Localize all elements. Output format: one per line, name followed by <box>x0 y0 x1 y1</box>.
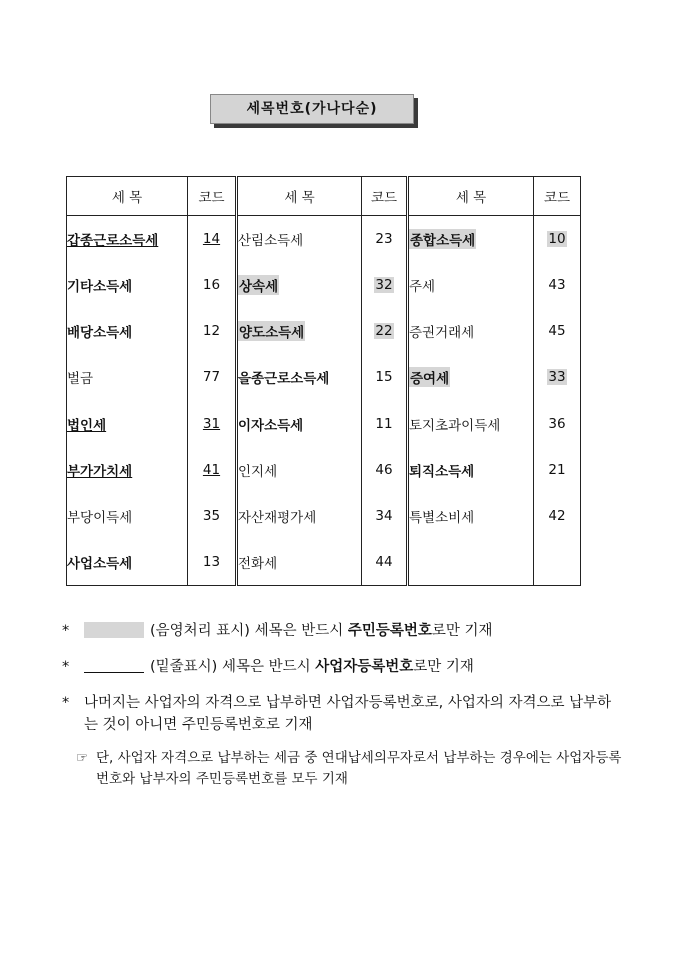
tax-code: 42 <box>548 507 566 524</box>
tax-item-name: 배당소득세 <box>67 325 133 342</box>
table-row <box>67 262 581 308</box>
notes <box>62 620 622 790</box>
tax-item-name: 사업소득세 <box>67 555 133 572</box>
tax-item-name: 법인세 <box>67 417 107 434</box>
tax-item-cell <box>408 216 534 263</box>
tax-code-cell <box>534 447 581 493</box>
tax-item-name: 벌금 <box>67 371 94 388</box>
tax-item-cell <box>67 493 188 539</box>
tax-item-name: 증권거래세 <box>409 325 475 342</box>
tax-code-cell <box>534 216 581 263</box>
tax-item-name: 자산재평가세 <box>238 509 317 526</box>
tax-code: 34 <box>375 507 393 524</box>
tax-item-name: 상속세 <box>238 275 279 295</box>
tax-item-cell <box>408 308 534 354</box>
tax-code: 43 <box>548 277 566 294</box>
tax-code-cell <box>188 354 237 400</box>
note-exception <box>68 748 622 790</box>
note-shaded <box>62 620 622 642</box>
note-emphasis: 주민등록번호 <box>347 623 432 639</box>
note-text: 로만 기재 <box>413 659 474 675</box>
tax-item-name: 특별소비세 <box>409 509 475 526</box>
tax-code-cell <box>362 354 408 400</box>
table-row <box>67 308 581 354</box>
table-row <box>67 354 581 400</box>
tax-code: 23 <box>375 231 393 248</box>
tax-code: 45 <box>548 323 566 340</box>
tax-item-name: 주세 <box>409 279 436 296</box>
tax-item-name: 퇴직소득세 <box>409 463 475 480</box>
note-others <box>62 692 622 736</box>
tax-code: 77 <box>202 369 221 386</box>
tax-item-cell <box>237 216 362 263</box>
shade-swatch <box>84 622 144 638</box>
tax-code-cell <box>188 493 237 539</box>
tax-item-cell <box>237 262 362 308</box>
tax-item-name: 이자소득세 <box>238 417 304 434</box>
tax-item-cell <box>67 216 188 263</box>
tax-code-cell <box>362 400 408 446</box>
tax-item-cell <box>237 447 362 493</box>
tax-code: 21 <box>548 461 566 478</box>
tax-code-cell <box>188 400 237 446</box>
note-emphasis: 사업자등록번호 <box>315 659 414 675</box>
tax-code-cell <box>534 400 581 446</box>
tax-code-cell <box>534 493 581 539</box>
tax-item-cell <box>408 354 534 400</box>
table-row <box>67 539 581 586</box>
header-code: 코드 <box>362 177 408 216</box>
tax-code: 41 <box>202 461 221 478</box>
tax-code-table <box>66 176 581 586</box>
note-text: 나머지는 사업자의 자격으로 납부하면 사업자등록번호로, 사업자의 자격으로 납부하는 것이 아니면 주민등록번호로 기재 <box>84 695 612 733</box>
tax-code-cell <box>534 354 581 400</box>
tax-code: 31 <box>202 415 221 432</box>
tax-item-cell <box>237 539 362 586</box>
tax-code-cell <box>534 308 581 354</box>
note-bullet: * <box>62 695 70 711</box>
tax-code-cell <box>362 539 408 586</box>
tax-code-cell <box>362 216 408 263</box>
tax-item-name: 을종근로소득세 <box>238 371 330 388</box>
table-row <box>67 216 581 263</box>
tax-item-name: 토지초과이득세 <box>409 417 501 434</box>
table-row <box>67 447 581 493</box>
underline-swatch <box>84 658 144 673</box>
title-block <box>210 94 418 128</box>
tax-item-cell <box>408 262 534 308</box>
table-row <box>67 493 581 539</box>
tax-item-name: 부당이득세 <box>67 509 133 526</box>
note-text: (밑줄표시) 세목은 반드시 <box>150 659 316 675</box>
header-code: 코드 <box>534 177 581 216</box>
tax-code: 16 <box>202 277 221 294</box>
tax-code-cell <box>188 216 237 263</box>
tax-item-cell <box>408 493 534 539</box>
tax-item-name: 인지세 <box>238 463 278 480</box>
tax-item-cell <box>67 262 188 308</box>
tax-item-cell <box>408 539 534 586</box>
tax-code: 33 <box>548 369 566 386</box>
tax-code-cell <box>362 447 408 493</box>
tax-item-cell <box>408 400 534 446</box>
tax-item-cell <box>67 400 188 446</box>
tax-code: 10 <box>548 231 566 248</box>
tax-code-cell <box>188 308 237 354</box>
tax-code: 14 <box>202 231 221 248</box>
pointing-hand-icon: ☞ <box>76 750 89 766</box>
header-code: 코드 <box>188 177 237 216</box>
tax-code-cell <box>534 262 581 308</box>
tax-code-cell <box>188 539 237 586</box>
tax-item-name: 부가가치세 <box>67 463 133 480</box>
tax-code-cell <box>188 447 237 493</box>
tax-code: 11 <box>375 415 393 432</box>
header-tax-item: 세 목 <box>67 177 188 216</box>
tax-item-name: 증여세 <box>409 367 450 387</box>
tax-item-cell <box>408 447 534 493</box>
tax-code: 13 <box>202 553 221 570</box>
note-underlined <box>62 656 622 678</box>
tax-code: 44 <box>375 553 393 570</box>
table-header-row <box>67 177 581 216</box>
tax-item-cell <box>237 400 362 446</box>
header-tax-item: 세 목 <box>237 177 362 216</box>
tax-code-cell <box>534 539 581 586</box>
tax-item-cell <box>67 354 188 400</box>
tax-code: 12 <box>202 323 221 340</box>
tax-code-cell <box>188 262 237 308</box>
tax-item-name: 양도소득세 <box>238 321 305 341</box>
tax-code-cell <box>362 493 408 539</box>
tax-item-name: 갑종근로소득세 <box>67 233 159 250</box>
tax-code: 32 <box>375 277 393 294</box>
tax-item-cell <box>67 447 188 493</box>
tax-code: 15 <box>375 369 393 386</box>
tax-item-name: 기타소득세 <box>67 279 133 296</box>
tax-code-cell <box>362 308 408 354</box>
tax-code-cell <box>362 262 408 308</box>
note-text: 로만 기재 <box>431 623 493 639</box>
tax-code: 46 <box>375 461 393 478</box>
note-text: (음영처리 표시) 세목은 반드시 <box>150 623 348 639</box>
tax-code: 35 <box>202 507 221 524</box>
table-body <box>67 216 581 586</box>
tax-item-cell <box>237 493 362 539</box>
tax-code: 36 <box>548 415 566 432</box>
tax-item-name: 전화세 <box>238 555 278 572</box>
header-tax-item: 세 목 <box>408 177 534 216</box>
tax-item-cell <box>67 539 188 586</box>
table-row <box>67 400 581 446</box>
tax-item-cell <box>237 354 362 400</box>
page-title: 세목번호(가나다순) <box>210 94 414 124</box>
note-bullet: * <box>62 623 70 639</box>
tax-item-cell <box>237 308 362 354</box>
note-text: 단, 사업자 자격으로 납부하는 세금 중 연대납세의무자로서 납부하는 경우에는 사업자등록번호와 납부자의 주민등록번호를 모두 기재 <box>96 750 622 787</box>
tax-item-cell <box>67 308 188 354</box>
tax-code: 22 <box>375 323 393 340</box>
tax-item-name: 산림소득세 <box>238 233 304 250</box>
tax-item-name: 종합소득세 <box>409 229 476 249</box>
note-bullet: * <box>62 659 70 675</box>
